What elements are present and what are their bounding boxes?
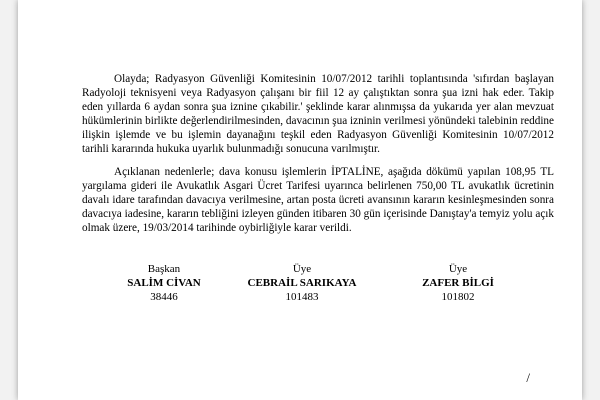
signature-president — [106, 262, 222, 304]
signature-role: Üye — [292, 263, 312, 275]
paragraph-olayda: Olayda; Radyasyon Güvenliği Komitesinin 10/07/2012 tarihli toplantısında 'sıfırdan başlayan Radyoloji teknisyeni veya Radyasyon çalışanı bir fiil 12 ay çalıştıktan sonra şua izni hak eder. Takip eden yıllarda 6 aydan sonra şua iznine çıkabilir.' şeklinde karar alınmışsa da yukarıda yer alan mevzuat hükümlerinin birlikte değerlendirilmesinden, davacının şua izninin verilmesi yönündeki talebinin reddine ilişkin işlemde ve bu işlemin dayanağını teşkil eden Radyasyon Güvenliği Komitesinin 10/07/2012 tarihli kararında hukuka uyarlık bulunmadığı sonucuna varılmıştır. — [82, 73, 554, 156]
signature-number: 101802 — [441, 291, 475, 303]
signature-role: Başkan — [147, 263, 181, 275]
signature-role: Üye — [448, 263, 468, 275]
signature-name: CEBRAİL SARIKAYA — [247, 277, 357, 289]
signature-member-1 — [232, 262, 372, 304]
paragraph-decision: Açıklanan nedenlerle; dava konusu işlemlerin İPTALİNE, aşağıda dökümü yapılan 108,95 TL yargılama gideri ile Avukatlık Asgari Ücret Tarifesi uyarınca belirlenen 750,00 TL avukatlık ücretinin davalı idare tarafından davacıya verilmesine, artan posta ücreti avansının kararın kesinleşmesinden sonra davacıya iadesine, kararın tebliğini izleyen günden itibaren 30 gün içerisinde Danıştay'a temyiz yolu açık olmak üzere, 19/03/2014 tarihinde oybirliğiyle karar verildi. — [82, 165, 554, 234]
document-body — [82, 72, 554, 235]
document-page — [18, 0, 582, 400]
signature-block — [18, 262, 582, 322]
signature-name: SALİM CİVAN — [127, 277, 201, 289]
page-mark: / — [526, 370, 530, 385]
signature-number: 101483 — [285, 291, 319, 303]
signature-name: ZAFER BİLGİ — [422, 277, 494, 289]
signature-number: 38446 — [150, 291, 178, 303]
signature-member-2 — [398, 262, 518, 304]
